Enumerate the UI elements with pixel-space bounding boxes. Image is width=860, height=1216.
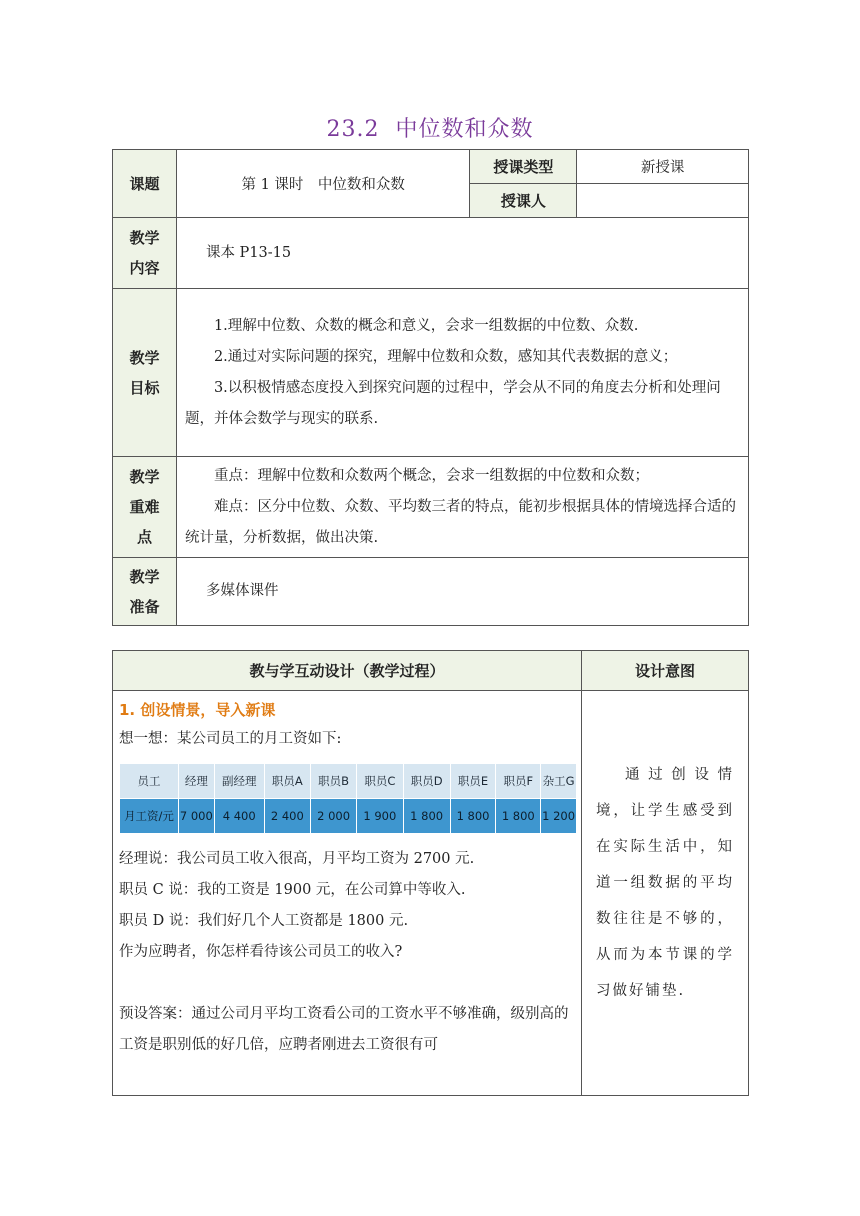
- type-label: 授课类型: [470, 150, 577, 184]
- key-point: 重点：理解中位数和众数两个概念，会求一组数据的中位数和众数；: [213, 467, 649, 484]
- preset-answer: 预设答案：通过公司月平均工资看公司的工资水平不够准确，级别高的工资是职别低的好几倍，应聘者刚进去工资很有可: [119, 1006, 569, 1053]
- statement-staff-c: 职员 C 说：我的工资是 1900 元，在公司算中等收入.: [119, 882, 466, 898]
- key-points-label: 教学重难点: [113, 457, 177, 558]
- section-number: 23.2: [326, 117, 380, 142]
- topic-value: 第 1 课时 中位数和众数: [176, 150, 470, 218]
- salary-table: [119, 763, 577, 834]
- teaching-process-table: [112, 650, 749, 1096]
- salary-value: 7 000: [179, 799, 215, 834]
- salary-row-label: 月工资/元: [120, 799, 179, 834]
- salary-header: 职员B: [310, 764, 356, 799]
- salary-header: 员工: [120, 764, 179, 799]
- salary-value: 1 800: [496, 799, 541, 834]
- statement-manager: 经理说：我公司员工收入很高，月平均工资为 2700 元.: [119, 851, 475, 867]
- topic-label: 课题: [113, 150, 177, 218]
- section-title: 中位数和众数: [395, 117, 534, 142]
- lesson-info-table: [112, 149, 749, 626]
- difficult-point: 难点：区分中位数、众数、平均数三者的特点，能初步根据具体的情境选择合适的统计量，分析数据，做出决策.: [184, 498, 736, 546]
- salary-value: 2 400: [264, 799, 310, 834]
- salary-header: 职员F: [496, 764, 541, 799]
- salary-header: 副经理: [214, 764, 264, 799]
- salary-value: 4 400: [214, 799, 264, 834]
- goal-3: 3.以积极情感态度投入到探究问题的过程中，学会从不同的角度去分析和处理问题，并体会数学与现实的联系.: [184, 379, 721, 427]
- salary-value: 2 000: [310, 799, 356, 834]
- content-value: 课本 P13-15: [176, 218, 748, 289]
- salary-value: 1 800: [403, 799, 450, 834]
- salary-value: 1 900: [357, 799, 403, 834]
- salary-header: 经理: [179, 764, 215, 799]
- statement-staff-d: 职员 D 说：我们好几个人工资都是 1800 元.: [119, 913, 409, 929]
- salary-header: 杂工G: [541, 764, 577, 799]
- salary-header: 职员E: [450, 764, 496, 799]
- process-header: 教与学互动设计（教学过程）: [113, 651, 582, 691]
- teacher-value: [577, 184, 749, 218]
- type-value: 新授课: [577, 150, 749, 184]
- page-title: [0, 112, 860, 143]
- content-label: 教学内容: [113, 218, 177, 289]
- section-heading: 1. 创设情景，导入新课: [119, 701, 276, 719]
- question-text: 作为应聘者，你怎样看待该公司员工的收入?: [119, 944, 403, 960]
- salary-header: 职员A: [264, 764, 310, 799]
- intro-text: 想一想：某公司员工的月工资如下:: [119, 731, 342, 747]
- salary-value: 1 200: [541, 799, 577, 834]
- teacher-label: 授课人: [470, 184, 577, 218]
- salary-header: 职员D: [403, 764, 450, 799]
- prep-label: 教学准备: [113, 558, 177, 626]
- goal-2: 2.通过对实际问题的探究，理解中位数和众数，感知其代表数据的意义；: [213, 348, 678, 365]
- goal-1: 1.理解中位数、众数的概念和意义，会求一组数据的中位数、众数.: [213, 317, 639, 334]
- design-intent: 通过创设情境，让学生感受到在实际生活中，知道一组数据的平均数往往是不够的，从而为本节课的学习做好铺垫.: [595, 767, 734, 999]
- salary-value: 1 800: [450, 799, 496, 834]
- design-header: 设计意图: [581, 651, 748, 691]
- goals-label: 教学目标: [113, 289, 177, 457]
- salary-header: 职员C: [357, 764, 403, 799]
- prep-value: 多媒体课件: [176, 558, 748, 626]
